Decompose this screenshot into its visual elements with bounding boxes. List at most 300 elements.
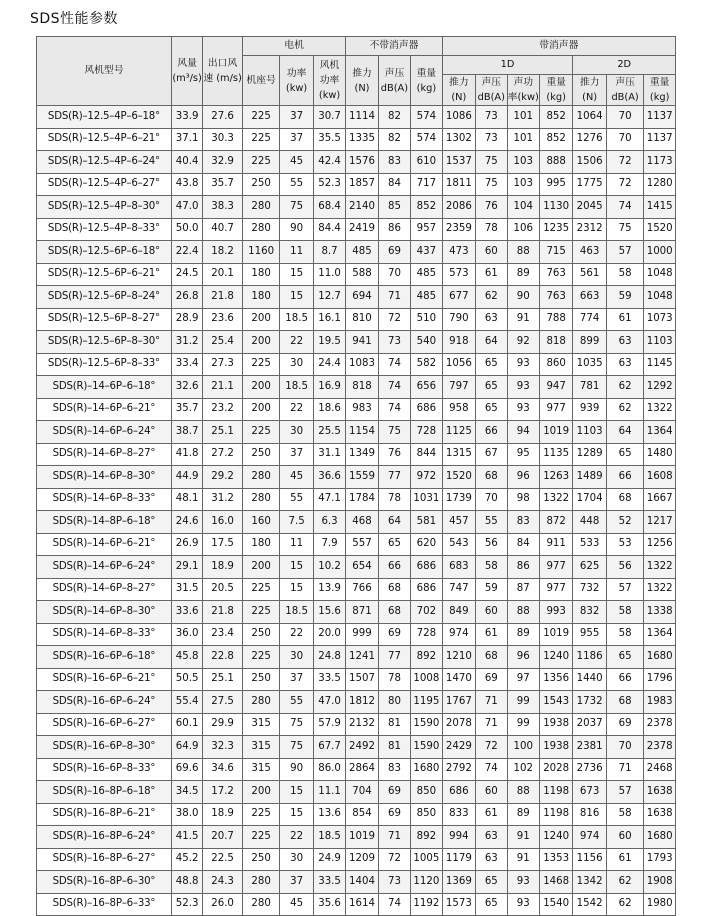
- table-cell: 41.8: [171, 443, 202, 466]
- table-row: [37, 826, 676, 849]
- table-cell: 1980: [644, 893, 676, 916]
- table-cell: 788: [539, 308, 572, 331]
- table-cell: 280: [242, 218, 280, 241]
- table-cell: 1638: [644, 781, 676, 804]
- cell-model: SDS(R)–12.5–6P–8–27°: [37, 308, 172, 331]
- table-cell: 1520: [644, 218, 676, 241]
- table-cell: 918: [442, 331, 475, 354]
- table-cell: 225: [242, 826, 280, 849]
- table-cell: 816: [573, 803, 606, 826]
- table-row: [37, 578, 676, 601]
- table-cell: 91: [507, 308, 539, 331]
- table-cell: 55: [280, 691, 313, 714]
- table-cell: 1048: [644, 286, 676, 309]
- table-cell: 60.1: [171, 713, 202, 736]
- table-cell: 30.7: [313, 106, 345, 129]
- table-cell: 686: [442, 781, 475, 804]
- table-cell: 102: [507, 758, 539, 781]
- table-cell: 2468: [644, 758, 676, 781]
- table-cell: 1576: [346, 151, 378, 174]
- table-cell: 1739: [442, 488, 475, 511]
- header-1d-sound-power: 声功 率(kw): [507, 75, 539, 106]
- table-cell: 250: [242, 668, 280, 691]
- table-cell: 280: [242, 196, 280, 219]
- table-cell: 200: [242, 331, 280, 354]
- cell-model: SDS(R)–12.5–4P–6–27°: [37, 173, 172, 196]
- table-cell: 941: [346, 331, 378, 354]
- table-cell: 2312: [573, 218, 606, 241]
- table-row: [37, 106, 676, 129]
- table-cell: 485: [411, 263, 442, 286]
- table-cell: 60: [476, 241, 507, 264]
- table-cell: 84: [507, 533, 539, 556]
- cell-model: SDS(R)–16–8P–6–21°: [37, 803, 172, 826]
- table-cell: 763: [539, 286, 572, 309]
- table-cell: 20.5: [203, 578, 243, 601]
- table-cell: 732: [573, 578, 606, 601]
- table-cell: 832: [573, 601, 606, 624]
- table-cell: 23.6: [203, 308, 243, 331]
- table-cell: 64: [476, 331, 507, 354]
- table-cell: 510: [411, 308, 442, 331]
- cell-model: SDS(R)–14–6P–8–27°: [37, 578, 172, 601]
- table-cell: 25.1: [203, 421, 243, 444]
- table-cell: 13.6: [313, 803, 345, 826]
- table-cell: 65: [378, 533, 410, 556]
- table-cell: 2359: [442, 218, 475, 241]
- table-cell: 61: [606, 848, 644, 871]
- table-cell: 32.3: [203, 736, 243, 759]
- table-cell: 70: [476, 488, 507, 511]
- table-cell: 83: [507, 511, 539, 534]
- table-cell: 225: [242, 646, 280, 669]
- table-cell: 73: [476, 128, 507, 151]
- table-cell: 1198: [539, 781, 572, 804]
- table-cell: 1540: [539, 893, 572, 916]
- table-cell: 99: [507, 691, 539, 714]
- table-cell: 533: [573, 533, 606, 556]
- table-cell: 1573: [442, 893, 475, 916]
- table-cell: 86: [507, 556, 539, 579]
- table-cell: 2037: [573, 713, 606, 736]
- table-cell: 24.4: [313, 353, 345, 376]
- table-cell: 70: [606, 128, 644, 151]
- cell-model: SDS(R)–16–8P–6–24°: [37, 826, 172, 849]
- table-cell: 852: [539, 128, 572, 151]
- table-cell: 2736: [573, 758, 606, 781]
- table-cell: 74: [378, 893, 410, 916]
- table-cell: 468: [346, 511, 378, 534]
- table-cell: 33.6: [171, 601, 202, 624]
- table-cell: 15: [280, 263, 313, 286]
- header-thrust: 推力 (N): [346, 56, 378, 106]
- table-cell: 65: [476, 398, 507, 421]
- table-cell: 22: [280, 331, 313, 354]
- table-cell: 50.5: [171, 668, 202, 691]
- table-cell: 1507: [346, 668, 378, 691]
- table-cell: 747: [442, 578, 475, 601]
- table-cell: 98: [507, 488, 539, 511]
- table-cell: 485: [411, 286, 442, 309]
- table-cell: 63: [476, 308, 507, 331]
- table-cell: 280: [242, 691, 280, 714]
- table-cell: 1137: [644, 106, 676, 129]
- table-cell: 11.1: [313, 781, 345, 804]
- cell-model: SDS(R)–16–8P–6–18°: [37, 781, 172, 804]
- table-cell: 1542: [573, 893, 606, 916]
- table-cell: 1137: [644, 128, 676, 151]
- table-cell: 200: [242, 556, 280, 579]
- table-cell: 84.4: [313, 218, 345, 241]
- table-cell: 673: [573, 781, 606, 804]
- table-cell: 573: [442, 263, 475, 286]
- table-cell: 250: [242, 443, 280, 466]
- cell-model: SDS(R)–14–8P–6–18°: [37, 511, 172, 534]
- table-cell: 656: [411, 376, 442, 399]
- table-cell: 73: [378, 331, 410, 354]
- table-cell: 849: [442, 601, 475, 624]
- header-model: 风机型号: [37, 37, 172, 106]
- table-cell: 1614: [346, 893, 378, 916]
- table-cell: 850: [411, 781, 442, 804]
- table-cell: 717: [411, 173, 442, 196]
- table-cell: 72: [378, 308, 410, 331]
- table-cell: 1276: [573, 128, 606, 151]
- table-cell: 957: [411, 218, 442, 241]
- table-cell: 26.0: [203, 893, 243, 916]
- table-cell: 939: [573, 398, 606, 421]
- table-cell: 94: [507, 421, 539, 444]
- table-cell: 74: [378, 376, 410, 399]
- table-cell: 1195: [411, 691, 442, 714]
- table-cell: 57: [606, 781, 644, 804]
- cell-model: SDS(R)–12.5–6P–8–24°: [37, 286, 172, 309]
- header-2d-spl: 声压 dB(A): [606, 75, 644, 106]
- table-cell: 68: [606, 691, 644, 714]
- table-cell: 92: [507, 331, 539, 354]
- table-cell: 66: [476, 421, 507, 444]
- table-cell: 76: [476, 196, 507, 219]
- table-cell: 22.4: [171, 241, 202, 264]
- table-cell: 1315: [442, 443, 475, 466]
- table-row: [37, 263, 676, 286]
- table-cell: 797: [442, 376, 475, 399]
- table-cell: 53: [606, 533, 644, 556]
- table-cell: 850: [411, 803, 442, 826]
- table-cell: 15: [280, 803, 313, 826]
- table-row: [37, 398, 676, 421]
- table-cell: 1145: [644, 353, 676, 376]
- table-cell: 75: [280, 196, 313, 219]
- table-cell: 18.5: [313, 826, 345, 849]
- table-cell: 1590: [411, 713, 442, 736]
- table-cell: 852: [539, 106, 572, 129]
- table-cell: 977: [539, 398, 572, 421]
- table-cell: 56: [606, 556, 644, 579]
- table-cell: 93: [507, 376, 539, 399]
- cell-model: SDS(R)–14–6P–6–24°: [37, 556, 172, 579]
- table-cell: 47.1: [313, 488, 345, 511]
- table-cell: 75: [476, 173, 507, 196]
- cell-model: SDS(R)–12.5–4P–6–21°: [37, 128, 172, 151]
- table-cell: 1240: [539, 826, 572, 849]
- table-cell: 1263: [539, 466, 572, 489]
- table-cell: 96: [507, 466, 539, 489]
- table-row: [37, 331, 676, 354]
- header-no-silencer: 不带消声器: [346, 37, 442, 56]
- table-cell: 84: [378, 173, 410, 196]
- table-cell: 50.0: [171, 218, 202, 241]
- table-cell: 1480: [644, 443, 676, 466]
- table-row: [37, 871, 676, 894]
- table-cell: 1256: [644, 533, 676, 556]
- table-cell: 2086: [442, 196, 475, 219]
- table-cell: 818: [539, 331, 572, 354]
- table-cell: 37: [280, 443, 313, 466]
- table-cell: 473: [442, 241, 475, 264]
- table-cell: 225: [242, 128, 280, 151]
- table-cell: 620: [411, 533, 442, 556]
- table-cell: 888: [539, 151, 572, 174]
- table-cell: 27.6: [203, 106, 243, 129]
- table-row: [37, 511, 676, 534]
- table-cell: 65: [476, 353, 507, 376]
- table-cell: 1241: [346, 646, 378, 669]
- table-cell: 70: [378, 263, 410, 286]
- table-cell: 68: [476, 646, 507, 669]
- table-cell: 6.3: [313, 511, 345, 534]
- table-cell: 1608: [644, 466, 676, 489]
- table-cell: 88: [507, 781, 539, 804]
- table-cell: 78: [476, 218, 507, 241]
- table-cell: 81: [378, 713, 410, 736]
- table-cell: 65: [606, 443, 644, 466]
- cell-model: SDS(R)–16–6P–6–24°: [37, 691, 172, 714]
- table-cell: 1019: [539, 421, 572, 444]
- table-cell: 1289: [573, 443, 606, 466]
- header-2d-thrust: 推力 (N): [573, 75, 606, 106]
- table-cell: 20.0: [313, 623, 345, 646]
- table-row: [37, 781, 676, 804]
- cell-model: SDS(R)–16–6P–6–18°: [37, 646, 172, 669]
- header-power: 功率 (kw): [280, 56, 313, 106]
- table-cell: 89: [507, 623, 539, 646]
- header-1d-thrust: 推力 (N): [442, 75, 475, 106]
- table-cell: 790: [442, 308, 475, 331]
- table-cell: 1667: [644, 488, 676, 511]
- table-cell: 26.8: [171, 286, 202, 309]
- table-cell: 11.0: [313, 263, 345, 286]
- table-cell: 62: [606, 376, 644, 399]
- table-cell: 88: [507, 241, 539, 264]
- table-cell: 55.4: [171, 691, 202, 714]
- table-cell: 63: [476, 848, 507, 871]
- table-cell: 93: [507, 871, 539, 894]
- header-outlet-speed: 出口风 速 (m/s): [203, 37, 243, 106]
- table-cell: 781: [573, 376, 606, 399]
- table-cell: 47.0: [313, 691, 345, 714]
- table-cell: 33.9: [171, 106, 202, 129]
- table-cell: 33.5: [313, 668, 345, 691]
- table-cell: 30: [280, 421, 313, 444]
- table-cell: 99: [507, 713, 539, 736]
- table-cell: 2792: [442, 758, 475, 781]
- header-fan-power: 风机 功率 (kw): [313, 56, 345, 106]
- table-cell: 22.5: [203, 848, 243, 871]
- cell-model: SDS(R)–12.5–4P–6–18°: [37, 106, 172, 129]
- table-cell: 27.2: [203, 443, 243, 466]
- table-cell: 25.4: [203, 331, 243, 354]
- table-cell: 1154: [346, 421, 378, 444]
- table-cell: 225: [242, 106, 280, 129]
- cell-model: SDS(R)–14–6P–8–33°: [37, 623, 172, 646]
- table-cell: 69: [606, 713, 644, 736]
- table-cell: 62: [476, 286, 507, 309]
- table-cell: 1338: [644, 601, 676, 624]
- table-cell: 1302: [442, 128, 475, 151]
- table-cell: 58: [606, 803, 644, 826]
- table-cell: 35.5: [313, 128, 345, 151]
- table-cell: 69.6: [171, 758, 202, 781]
- table-cell: 34.6: [203, 758, 243, 781]
- table-cell: 854: [346, 803, 378, 826]
- table-cell: 64: [606, 421, 644, 444]
- table-cell: 71: [476, 713, 507, 736]
- table-cell: 1035: [573, 353, 606, 376]
- table-cell: 610: [411, 151, 442, 174]
- header-weight: 重量 (kg): [411, 56, 442, 106]
- table-cell: 24.6: [171, 511, 202, 534]
- table-cell: 78: [378, 488, 410, 511]
- table-cell: 15: [280, 286, 313, 309]
- table-cell: 974: [442, 623, 475, 646]
- table-cell: 774: [573, 308, 606, 331]
- table-cell: 1353: [539, 848, 572, 871]
- table-cell: 1857: [346, 173, 378, 196]
- table-cell: 1198: [539, 803, 572, 826]
- table-cell: 180: [242, 286, 280, 309]
- table-cell: 860: [539, 353, 572, 376]
- table-cell: 21.8: [203, 286, 243, 309]
- table-cell: 683: [442, 556, 475, 579]
- table-cell: 2140: [346, 196, 378, 219]
- table-cell: 2378: [644, 736, 676, 759]
- table-cell: 1125: [442, 421, 475, 444]
- table-cell: 17.5: [203, 533, 243, 556]
- table-cell: 45.8: [171, 646, 202, 669]
- table-row: [37, 556, 676, 579]
- table-cell: 35.7: [203, 173, 243, 196]
- table-row: [37, 601, 676, 624]
- table-cell: 31.2: [171, 331, 202, 354]
- table-cell: 2419: [346, 218, 378, 241]
- table-cell: 995: [539, 173, 572, 196]
- table-cell: 97: [507, 668, 539, 691]
- table-cell: 25.1: [203, 668, 243, 691]
- table-cell: 180: [242, 533, 280, 556]
- table-cell: 280: [242, 466, 280, 489]
- table-cell: 1056: [442, 353, 475, 376]
- table-cell: 62: [606, 893, 644, 916]
- table-cell: 44.9: [171, 466, 202, 489]
- table-row: [37, 713, 676, 736]
- table-cell: 80: [378, 691, 410, 714]
- table-cell: 993: [539, 601, 572, 624]
- table-cell: 69: [378, 803, 410, 826]
- cell-model: SDS(R)–14–6P–6–21°: [37, 533, 172, 556]
- cell-model: SDS(R)–16–8P–6–33°: [37, 893, 172, 916]
- table-cell: 27.5: [203, 691, 243, 714]
- table-cell: 2045: [573, 196, 606, 219]
- table-cell: 66: [606, 668, 644, 691]
- table-cell: 1364: [644, 421, 676, 444]
- table-cell: 557: [346, 533, 378, 556]
- table-cell: 1008: [411, 668, 442, 691]
- table-cell: 686: [411, 556, 442, 579]
- table-cell: 61: [476, 803, 507, 826]
- table-cell: 983: [346, 398, 378, 421]
- header-airflow: 风量 (m³/s): [171, 37, 202, 106]
- header-1d-weight: 重量 (kg): [539, 75, 572, 106]
- table-row: [37, 173, 676, 196]
- table-cell: 2028: [539, 758, 572, 781]
- table-row: [37, 668, 676, 691]
- table-cell: 74: [378, 353, 410, 376]
- cell-model: SDS(R)–16–6P–6–21°: [37, 668, 172, 691]
- table-cell: 1415: [644, 196, 676, 219]
- table-cell: 89: [507, 803, 539, 826]
- table-cell: 82: [378, 106, 410, 129]
- table-cell: 1217: [644, 511, 676, 534]
- table-cell: 1938: [539, 713, 572, 736]
- table-cell: 280: [242, 871, 280, 894]
- table-cell: 10.2: [313, 556, 345, 579]
- table-cell: 11: [280, 241, 313, 264]
- table-cell: 818: [346, 376, 378, 399]
- table-row: [37, 646, 676, 669]
- table-cell: 1064: [573, 106, 606, 129]
- table-cell: 35.6: [313, 893, 345, 916]
- table-cell: 1784: [346, 488, 378, 511]
- cell-model: SDS(R)–16–6P–8–33°: [37, 758, 172, 781]
- table-cell: 28.9: [171, 308, 202, 331]
- table-cell: 58: [606, 623, 644, 646]
- table-cell: 1210: [442, 646, 475, 669]
- table-cell: 18.6: [313, 398, 345, 421]
- table-row: [37, 196, 676, 219]
- table-row: [37, 488, 676, 511]
- table-cell: 75: [280, 736, 313, 759]
- table-cell: 89: [507, 263, 539, 286]
- cell-model: SDS(R)–16–8P–6–30°: [37, 871, 172, 894]
- table-cell: 23.2: [203, 398, 243, 421]
- table-cell: 1120: [411, 871, 442, 894]
- cell-model: SDS(R)–16–6P–8–30°: [37, 736, 172, 759]
- table-cell: 15: [280, 578, 313, 601]
- header-2d-weight: 重量 (kg): [644, 75, 676, 106]
- table-cell: 69: [476, 668, 507, 691]
- table-cell: 15.6: [313, 601, 345, 624]
- table-cell: 77: [378, 646, 410, 669]
- table-cell: 20.1: [203, 263, 243, 286]
- header-2d: 2D: [573, 56, 676, 75]
- cell-model: SDS(R)–12.5–6P–6–18°: [37, 241, 172, 264]
- cell-model: SDS(R)–12.5–4P–6–24°: [37, 151, 172, 174]
- table-cell: 69: [378, 241, 410, 264]
- table-cell: 2132: [346, 713, 378, 736]
- table-cell: 63: [476, 826, 507, 849]
- table-row: [37, 241, 676, 264]
